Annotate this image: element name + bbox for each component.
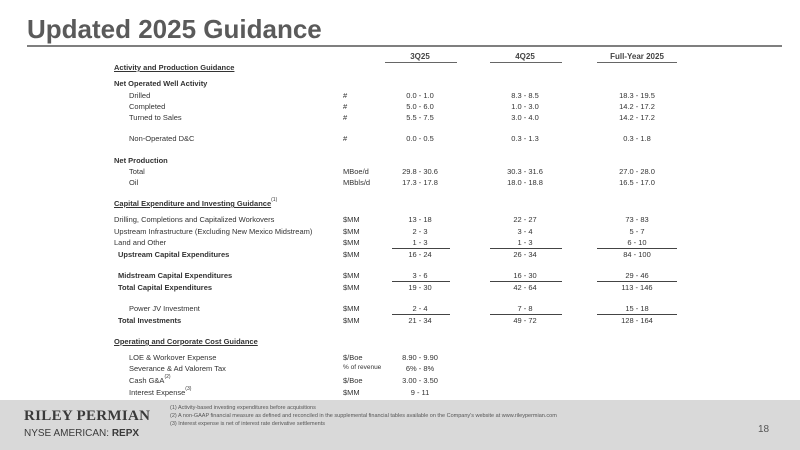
subtotal-rule <box>597 314 677 315</box>
company-logo: RILEY PERMIAN <box>24 408 151 424</box>
subtotal-rule <box>597 248 677 249</box>
footnote: (2) A non-GAAP financial measure as defined and reconciled in the supplemental financial tables available on the Company's website at www.rileypermian.com <box>170 413 557 419</box>
page-title: Updated 2025 Guidance <box>27 14 322 44</box>
section-heading: Activity and Production Guidance <box>114 63 235 72</box>
table-row: Interest Expense$^{(3)}$ $MM 9 - 11 <box>129 386 430 397</box>
table-row: Upstream Infrastructure (Excluding New Mexico Midstream) $MM 2 - 3 3 - 4 5 - 7 <box>114 227 645 236</box>
section-heading: Operating and Corporate Cost Guidance <box>114 337 258 346</box>
subtotal-rule <box>490 248 562 249</box>
footnote-marker: (3) <box>185 386 192 392</box>
table-row-total: Total Capital Expenditures $MM 19 - 30 42 - 64 113 - 146 <box>118 283 653 292</box>
ticker: REPX <box>111 428 140 439</box>
table-row-subtotal: Midstream Capital Expenditures $MM 3 - 6 16 - 30 29 - 46 <box>118 271 649 280</box>
exchange-listing: NYSE AMERICAN: REPX <box>24 428 140 439</box>
table-row: Severance & Ad Valorem Tax % of revenue 6% - 8% <box>129 364 435 373</box>
table-row: Total MBoe/d 29.8 - 30.6 30.3 - 31.6 27.0 - 28.0 <box>129 167 655 176</box>
section-opcost <box>0 337 800 348</box>
table-row-total: Total Investments $MM 21 - 34 49 - 72 128 - 164 <box>118 316 653 325</box>
table-row: Drilled # 0.0 - 1.0 8.3 - 8.5 18.3 - 19.5 <box>129 91 655 100</box>
title-divider <box>27 45 782 47</box>
subtotal-rule <box>392 314 450 315</box>
subtotal-rule <box>597 281 677 282</box>
table-row: Drilling, Completions and Capitalized Workovers $MM 13 - 18 22 - 27 73 - 83 <box>114 215 649 224</box>
subtotal-rule <box>392 248 450 249</box>
footnotes <box>170 404 557 428</box>
footnote-marker: (2) <box>164 374 171 380</box>
section-heading: Capital Expenditure and Investing Guidance <box>114 199 272 208</box>
table-row-subtotal: Upstream Capital Expenditures $MM 16 - 24 26 - 34 84 - 100 <box>118 250 651 259</box>
section-activity <box>0 63 800 74</box>
subtotal-rule <box>392 281 450 282</box>
column-header-full-year: Full-Year 2025 <box>610 52 664 61</box>
column-header-3q25: 3Q25 <box>410 52 430 61</box>
footnote: (1) Activity-based investing expenditures before acquisitions <box>170 405 316 411</box>
group-well-activity <box>0 79 800 90</box>
table-row: Cash $G\&A^{(2)}$ $/Boe 3.00 - 3.50 <box>129 374 438 385</box>
column-header-4q25: 4Q25 <box>515 52 535 61</box>
table-row: Power JV Investment $MM 2 - 4 7 - 8 15 - 18 <box>129 304 649 313</box>
footnote: (3) Interest expense is net of interest rate derivative settlements <box>170 421 325 427</box>
table-row: LOE & Workover Expense $/Boe 8.90 - 9.90 <box>129 353 438 362</box>
group-heading: Net Operated Well Activity <box>114 79 208 88</box>
page-number: 18 <box>758 424 770 435</box>
table-row: Non-Operated D&C # 0.0 - 0.5 0.3 - 1.3 0.3 - 1.8 <box>129 134 651 143</box>
group-heading: Net Production <box>114 156 168 165</box>
subtotal-rule <box>490 281 562 282</box>
table-row: Oil MBbls/d 17.3 - 17.8 18.0 - 18.8 16.5 - 17.0 <box>129 178 655 187</box>
table-row: Land and Other $MM 1 - 3 1 - 3 6 - 10 <box>114 238 647 247</box>
table-row: Turned to Sales # 5.5 - 7.5 3.0 - 4.0 14.2 - 17.2 <box>129 113 655 122</box>
section-capex <box>0 199 800 210</box>
subtotal-rule <box>490 314 562 315</box>
group-net-production <box>0 156 800 167</box>
footnote-marker: (1) <box>271 197 278 203</box>
table-row: Completed # 5.0 - 6.0 1.0 - 3.0 14.2 - 17.2 <box>129 102 655 111</box>
